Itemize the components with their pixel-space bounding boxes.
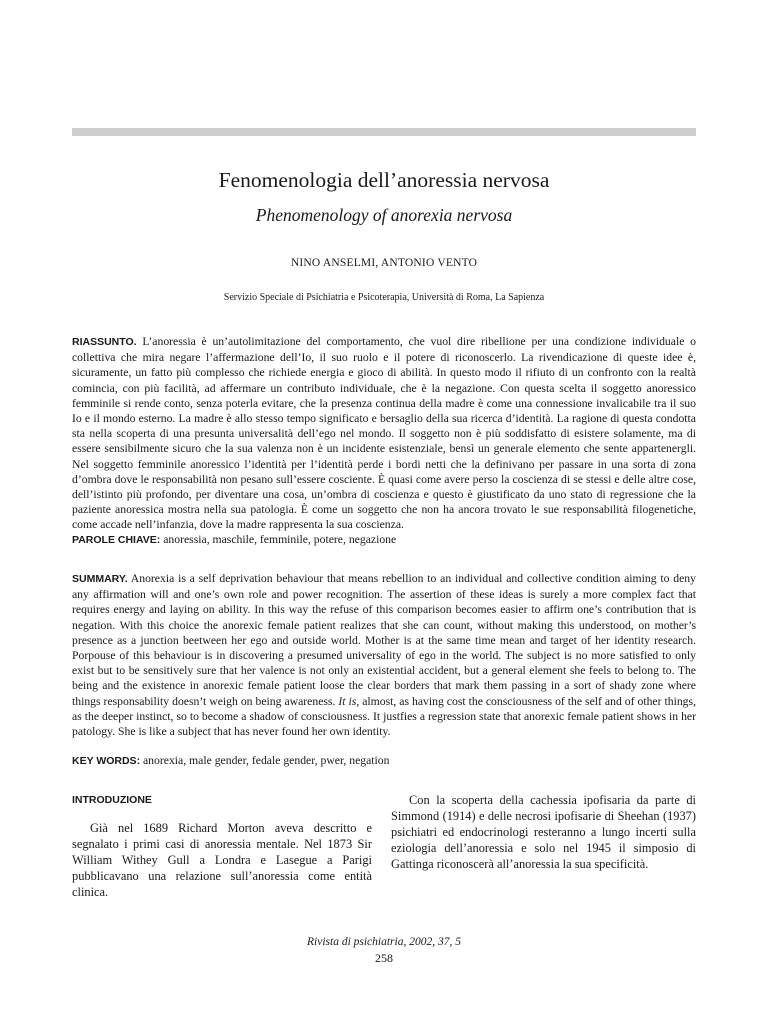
introduzione-heading: INTRODUZIONE [72,794,152,806]
riassunto-abstract [72,334,696,533]
key-words [72,753,696,769]
affiliation: Servizio Speciale di Psichiatria e Psicoterapia, Università di Roma, La Sapienza [223,292,545,303]
summary-abstract [72,571,696,739]
parole-chiave-text: anoressia, maschile, femminile, potere, negazione [160,533,397,546]
key-words-text: anorexia, male gender, fedale gender, pwer, negation [140,754,390,767]
summary-text-before: Anorexia is a self deprivation behaviour that means rebellion to an individual and collective condition aiming to deny any affirmation will and one’s own role and power recognition. The assertion of these ideas is surely a more complex fact that requires energy and laying on ability. In this way the refuse of this comparison becomes easier to affirm one’s contribution that is negation. With this choice the anorexic female patient realizes that she can count, without making this understood, on mother’s presence as a junction beetween her ego and outside world. Mother is at the same time mean and target of her identity research. Porpouse of this behaviour is in discovering a presumed universality of ego in the world. The subject is no more satisfied to only exist but to be sensitively sure that her valence is not only an existential accident, but a general element she feels to belong to. The being and the existence in anorexic female patient loose the clear borders that mark them passing in a sort of shady zone where things responsability doesn’t weigh on being awareness. [72,572,696,708]
summary-label: SUMMARY. [72,573,128,585]
introduzione-left-column: Già nel 1689 Richard Morton aveva descritto e segnalato i primi casi di anoressia mentale. Nel 1873 Sir William Withey Gull a Londra e Lasegue a Parigi pubblicavano una relazione sull’anoressia come entità clinica. [72,821,372,900]
parole-chiave-label: PAROLE CHIAVE: [72,534,161,546]
riassunto-text: L’anoressia è un’autolimitazione del comportamento, che vuol dire ribellione per una condizione individuale o collettiva che mira negare l’affermazione dell’Io, il suo ruolo e il potere di riconoscerlo. La rivendicazione di queste idee è, sicuramente, un fatto più complesso che richiede energia e gioco di abilità. In questo modo il rifiuto di un confronto con la realtà comincia, con più facilità, ad affermare un contributo individuale, che è la negazione. Con questa scelta il soggetto anoressico femminile si rende conto, senza poterla evitare, che la presenza continua della madre è come una connessione invalicabile tra il suo Io e il mondo esterno. La madre è allo stesso tempo significato e bersaglio della sua ricerca d’identità. La ragione di questa condotta sta nella scoperta di una presunta universalità dell’ego nel mondo. Il soggetto non è più soddisfatto di esistere solamente, ma di essere sensibilmente sicuro che la sua valenza non è un incidente esistenziale, bensì un generale elemento che sente appartenergli. Nel soggetto femminile anoressico l’identità per l’identità perde i bordi netti che la definivano per passare in una sorta di zona d’ombra dove le responsabilità non pesano sull’essere cosciente. È quasi come avere perso la coscienza di se stessi e delle altre cose, dell’istinto più profondo, per diventare una cosa, un’ombra di coscienza e questo è giustificato da uno stato di regressione che la paziente anoressica mostra nella sua patologia. È come un soggetto che non ha ancora trovato le sue responsabilità filogenetiche, come accade nell’infanzia, dove la madre rappresenta la sua coscienza. [72,335,696,532]
article-title: Fenomenologia dell’anoressia nervosa [218,168,550,192]
header-rule [72,128,696,136]
riassunto-label: RIASSUNTO. [72,336,137,348]
authors: NINO ANSELMI, ANTONIO VENTO [290,257,478,269]
introduzione-right-column: Con la scoperta della cachessia ipofisaria da parte di Simmond (1914) e delle necrosi ipofisarie di Sheehan (1937) psichiatri ed endocrinologi resteranno a lungo incerti sulla eziologia dell’anoressia e solo nel 1945 il simposio di Gattinga riconoscerà all’anoressia la sua specificità. [391,793,696,872]
parole-chiave [72,532,696,548]
summary-text-after: , almost, as having cost the consciousness of the self and of other things, as the deeper instinct, so to become a shadow of consciousness. It justfies a regression state that anorexic female patient shows in her patology. She is like a subject that has never found her own identity. [72,694,696,739]
key-words-label: KEY WORDS: [72,755,141,767]
page-number: 258 [375,951,393,965]
journal-citation: Rivista di psichiatria, 2002, 37, 5 [307,936,461,948]
summary-emphasis: It is [338,694,357,708]
article-subtitle: Phenomenology of anorexia nervosa [255,205,513,225]
